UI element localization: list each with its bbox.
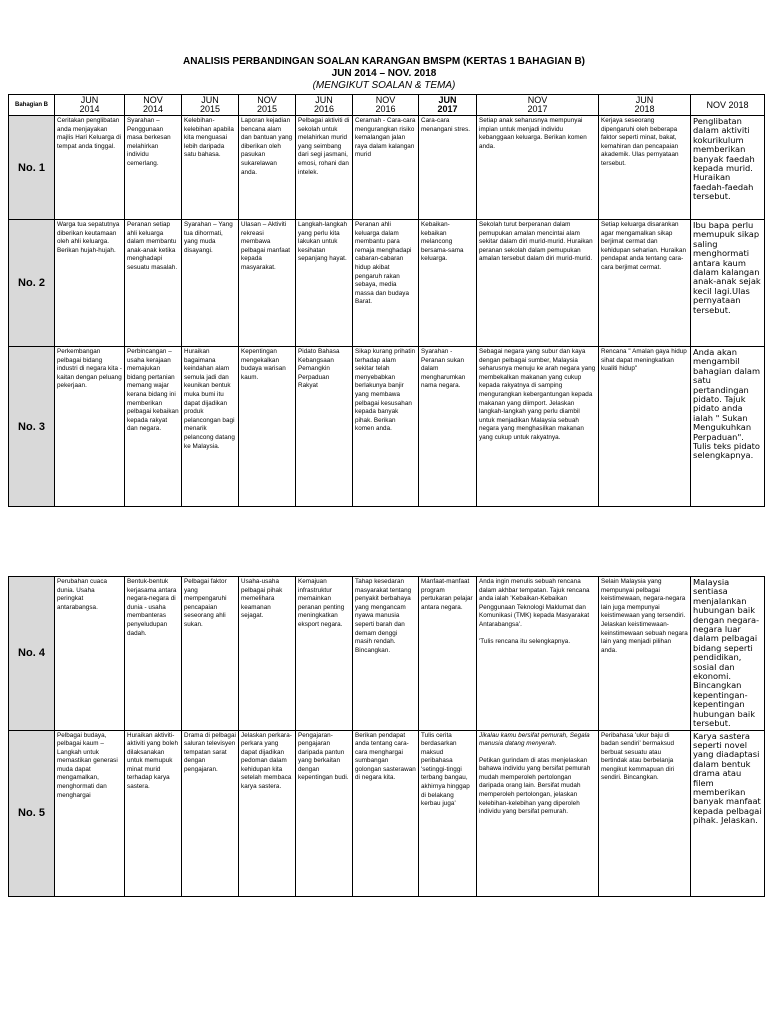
table-row (9, 347, 765, 507)
header-row (9, 95, 765, 116)
table-cell: Warga tua sepatutnya diberikan keutamaan oleh ahli keluarga. Berikan hujah-hujah. (55, 220, 125, 347)
header-jun-2015: JUN 2015 (182, 95, 239, 116)
comparison-table-part-1 (8, 94, 765, 507)
row-label: No. 1 (9, 116, 55, 220)
table-cell: Pengajaran-pengajaran daripada pantun yang berkaitan dengan kepentingan budi. (296, 730, 353, 896)
table-cell: Anda akan mengambil bahagian dalam satu pertandingan pidato. Tajuk pidato anda ialah " Sukan Mengukuhkan Perpaduan". Tulis teks pidato selengkapnya. (691, 347, 765, 507)
table-cell: Drama di pelbagai saluran televisyen tempatan sarat dengan pengajaran. (182, 730, 239, 896)
table-cell: Jelaskan perkara-perkara yang dapat dijadikan pedoman dalam kehidupan kita setelah membaca karya sastera. (239, 730, 296, 896)
table-cell: Huraikan bagaimana keindahan alam semula jadi dan keunikan bentuk muka bumi itu dapat dijadikan produk pelancongan bagi menarik pelancong datang ke Malaysia. (182, 347, 239, 507)
header-row-label: Bahagian B (9, 95, 55, 116)
row-label: No. 4 (9, 577, 55, 731)
table-cell: Syarahan - Peranan sukan dalam mengharumkan nama negara. (419, 347, 477, 507)
table-cell: Huraikan aktiviti-aktiviti yang boleh dilaksanakan untuk memupuk minat murid terhadap karya sastera. (125, 730, 182, 896)
table-cell: Tahap kesedaran masyarakat tentang penyakit berbahaya yang mengancam nyawa manusia seperti barah dan demam denggi masih rendah. Bincangkan. (353, 577, 419, 731)
cell-paragraph: Anda ingin menulis sebuah rencana dalam akhbar tempatan. Tajuk rencana anda ialah 'Kebaikan-Kebaikan Penggunaan Teknologi Maklumat dan Komunikasi (TMK) kepada Masyarakat Antarabangsa'. (479, 578, 590, 628)
table-cell: Laporan kejadian bencana alam dan bantuan yang diberikan oleh pasukan sukarelawan anda. (239, 116, 296, 220)
table-cell: Rencana " Amalan gaya hidup sihat dapat meningkatkan kualiti hidup" (599, 347, 691, 507)
table-cell: Ulasan – Aktiviti rekreasi membawa pelbagai manfaat kepada masyarakat. (239, 220, 296, 347)
table-cell-paragraphs (477, 730, 599, 896)
table-cell: Perkembangan pelbagai bidang industri di negara kita - kaitan dengan peluang pekerjaan. (55, 347, 125, 507)
table-cell: Pidato Bahasa Kebangsaan Pemangkin Perpaduan Rakyat (296, 347, 353, 507)
table-cell: Setiap keluarga disarankan agar mengamalkan sikap berjimat cermat dan kehidupan seharian. Huraikan pendapat anda tentang cara-cara berjimat cermat. (599, 220, 691, 347)
row-label: No. 3 (9, 347, 55, 507)
table-cell: Pelbagai aktiviti di sekolah untuk melahirkan murid yang seimbang dari segi jasmani, emosi, rohani dan intelek. (296, 116, 353, 220)
table-cell: Setiap anak seharusnya mempunyai impian untuk menjadi individu kebanggaan keluarga. Berikan komen anda. (477, 116, 599, 220)
header-jun-2014: JUN 2014 (55, 95, 125, 116)
table-cell: Kemajuan infrastruktur memainkan peranan penting meningkatkan eksport negara. (296, 577, 353, 731)
table-cell: Manfaat-manfaat program pertukaran pelajar antara negara. (419, 577, 477, 731)
table-cell: Perubahan cuaca dunia. Usaha peringkat antarabangsa. (55, 577, 125, 731)
table-cell: Ceritakan penglibatan anda menjayakan majlis Hari Keluarga di tempat anda tinggal. (55, 116, 125, 220)
header-jun-2017: JUN 2017 (419, 95, 477, 116)
table-cell: Sikap kurang prihatin terhadap alam sekitar telah menyebabkan berlakunya banjir yang membawa pelbagai kesusahan kepada banyak pihak. Berikan komen anda. (353, 347, 419, 507)
document-subtitle-dates: JUN 2014 – NOV. 2018 (331, 68, 437, 79)
table-cell: Karya sastera seperti novel yang diadaptasi dalam bentuk drama atau filem memberikan banyak manfaat kepada pelbagai pihak. Jelaskan. (691, 730, 765, 896)
table-cell: Peribahasa 'ukur baju di badan sendiri' bermaksud berbuat sesuatu atau bertindak atau berbelanja mengikut kemmapuan diri sendiri. Bincangkan. (599, 730, 691, 896)
table-cell: Ibu bapa perlu memupuk sikap saling menghormati antara kaum dalam kalangan anak-anak sejak kecil lagi.Ulas pernyataan tersebut. (691, 220, 765, 347)
header-nov-2017: NOV 2017 (477, 95, 599, 116)
cell-paragraph: Jikalau kamu bersifat pemurah, Segala manusia datang menyerah. (479, 731, 590, 748)
table-cell: Selain Malaysia yang mempunyai pelbagai keistimewaan, negara-negara lain juga mempunyai keistimewaan yang tersendiri. Jelaskan keistimewaan-keinstimewaan sebuah negara lain yang menjadi pilihan anda. (599, 577, 691, 731)
table-cell: Tulis cerita berdasarkan maksud peribahasa 'setinggi-tinggi terbang bangau, akhirnya hinggap di belakang kerbau juga' (419, 730, 477, 896)
table-cell: Berikan pendapat anda tentang cara-cara menghargai sumbangan golongan sasterawan di negara kita. (353, 730, 419, 896)
table-row (9, 220, 765, 347)
table-cell: Usaha-usaha pelbagai pihak memelihara keamanan sejagat. (239, 577, 296, 731)
header-nov-2014: NOV 2014 (125, 95, 182, 116)
table-cell: Sekolah turut berperanan dalam pemupukan amalan mencintai alam sekitar dalam diri murid-murid. Huraikan peranan sekolah dalam pemupukan amalan tersebut dalam diri murid-murid. (477, 220, 599, 347)
table-cell: Cara-cara menangani stres. (419, 116, 477, 220)
table-cell: Peranan setiap ahli keluarga dalam membantu anak-anak ketika menghadapi sesuatu masalah. (125, 220, 182, 347)
table-cell: Sebagai negara yang subur dan kaya dengan pelbagai sumber, Malaysia seharusnya menuju ke arah negara yang membekalkan makanan yang cukup kepada rakyatnya di samping mengurangkan kebergantungan kepada makanan yang diimport. Jelaskan langkah-langkah yang perlu diambil untuk menjadikan Malaysia sebuah negara yang menghasilkan makanan yang cukup untuk rakyatnya. (477, 347, 599, 507)
table-row (9, 577, 765, 731)
document-subtitle-theme: (MENGIKUT SOALAN & TEMA) (312, 80, 456, 91)
table-cell-paragraphs (477, 577, 599, 731)
table-cell: Peranan ahli keluarga dalam membantu para remaja menghadapi cabaran-cabaran hidup akibat pengaruh rakan sebaya, media massa dan budaya Barat. (353, 220, 419, 347)
table-cell: Perbincangan – usaha kerajaan memajukan bidang pertanian memang wajar kerana bidang ini memberikan pelbagai kebaikan kepada rakyat dan negara. (125, 347, 182, 507)
table-cell: Langkah-langkah yang perlu kita lakukan untuk kesihatan sepanjang hayat. (296, 220, 353, 347)
row-label: No. 2 (9, 220, 55, 347)
comparison-table-part-2 (8, 576, 765, 897)
table-cell: Kerjaya seseorang dipengaruhi oleh beberapa faktor seperti minat, bakat, kemahiran dan pencapaian akademik. Ulas pernyataan tersebut. (599, 116, 691, 220)
table-cell: Malaysia sentiasa menjalankan hubungan baik dengan negara-negara luar dalam pelbagai bidang seperti pendidikan, sosial dan ekonomi. Bincangkan kepentingan-kepentingan hubungan baik tersebut. (691, 577, 765, 731)
cell-paragraph: 'Tulis rencana itu selengkapnya. (479, 637, 571, 645)
table-cell: Pelbagai faktor yang mempengaruhi pencapaian seseorang ahli sukan. (182, 577, 239, 731)
table-cell: Syarahan – Yang tua dihormati, yang muda disayangi. (182, 220, 239, 347)
table-cell: Kelebihan-kelebihan apabila kita menguasai lebih daripada satu bahasa. (182, 116, 239, 220)
table-cell: Bentuk-bentuk kerjasama antara negara-negara di dunia - usaha membanteras penyeludupan dadah. (125, 577, 182, 731)
table-cell: Penglibatan dalam aktiviti kokurikulum memberikan banyak faedah kepada murid. Huraikan faedah-faedah tersebut. (691, 116, 765, 220)
table-cell: Pelbagai budaya, pelbagai kaum – Langkah untuk memastikan generasi muda dapat mengamalkan, menghormati dan menghargai (55, 730, 125, 896)
table-cell: Ceramah - Cara-cara mengurangkan risiko kemalangan jalan raya dalam kalangan murid (353, 116, 419, 220)
document-title: ANALISIS PERBANDINGAN SOALAN KARANGAN BMSPM (KERTAS 1 BAHAGIAN B) (182, 56, 586, 67)
header-nov-2016: NOV 2016 (353, 95, 419, 116)
cell-paragraph: Petikan gurindam di atas menjelaskan bahawa individu yang bersifat pemurah mudah memperoleh pertolongan daripada orang lain. Bersifat mudah memperoleh pertolongan, jelaskan kelebihan-kelebihan yang diperoleh individu yang bersifat pemurah. (479, 756, 591, 816)
table-cell: Kepentingan mengekalkan budaya warisan kaum. (239, 347, 296, 507)
table-row (9, 116, 765, 220)
table-cell: Syarahan – Penggunaan masa berkesan melahirkan individu cemerlang. (125, 116, 182, 220)
table-row (9, 730, 765, 896)
header-nov-2015: NOV 2015 (239, 95, 296, 116)
header-jun-2016: JUN 2016 (296, 95, 353, 116)
header-jun-2018: JUN 2018 (599, 95, 691, 116)
row-label: No. 5 (9, 730, 55, 896)
header-nov-2018: NOV 2018 (691, 95, 765, 116)
table-cell: Kebaikan-kebaikan melancong bersama-sama keluarga. (419, 220, 477, 347)
